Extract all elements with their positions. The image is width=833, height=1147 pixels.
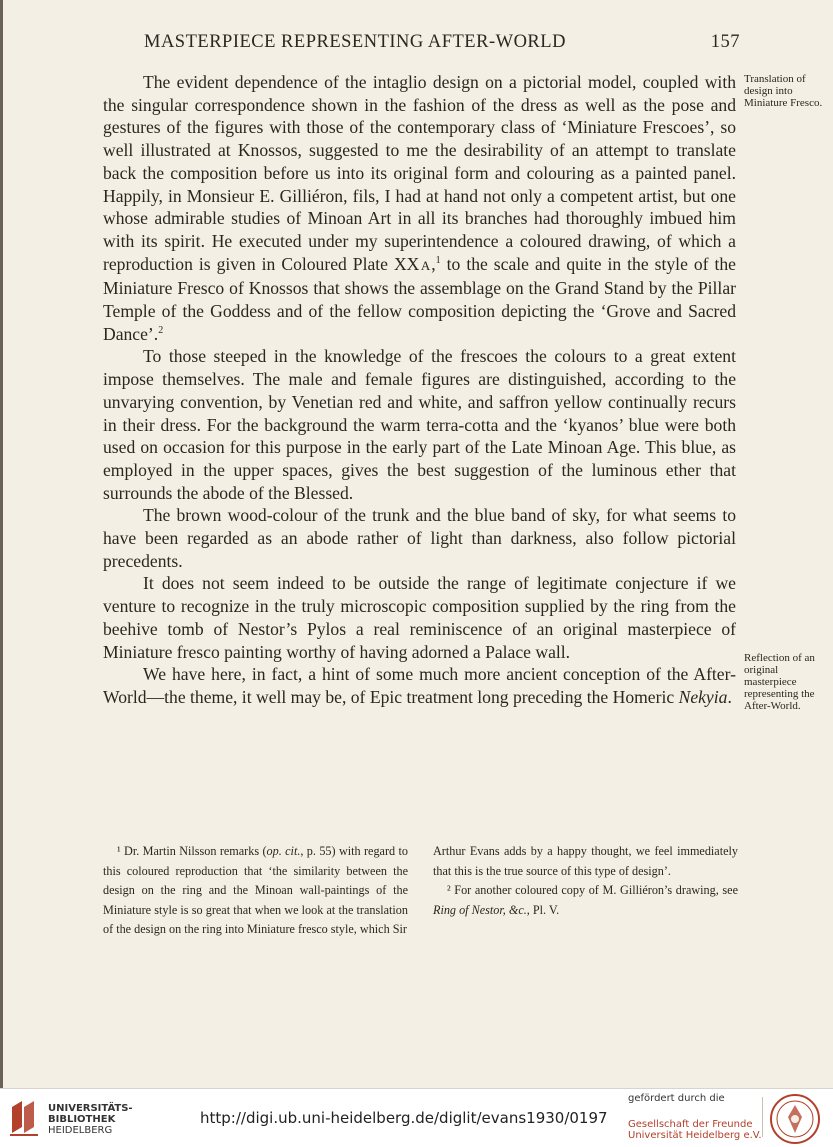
page-number: 157 (710, 32, 740, 52)
sponsor-label: gefördert durch die (628, 1093, 725, 1104)
paragraph-1: The evident dependence of the intaglio design on a pictorial model, coupled with the singular correspondence shown in the fashion of the dress as well as the pose and gestures of the figures with those of the contemporary class of ‘Miniature Frescoes’, so well illustrated at Knossos, suggested to me the desirability of an attempt to translate back the composition before us into its original form and colouring as a painted panel. Happily, in Monsieur E. Gilliéron, fils, I had at hand not only a competent artist, but one whose admirable studies of Minoan Art in all its branches had thoroughly imbued him with its spirit. He executed under my superintendence a coloured drawing, of which a reproduction is given in Coloured Plate XX A,$^1$ to the scale and quite in the style of the Miniature Fresco of Knossos that shows the assemblage on the Grand Stand by the Pillar Temple of the Goddess and of the fellow composition depicting the ‘Grove and Sacred Dance’.$^2$ (103, 72, 736, 344)
running-head-title: MASTERPIECE REPRESENTING AFTER-WORLD (144, 32, 566, 52)
paragraph-2: To those steeped in the knowledge of the frescoes the colours to a great extent impose themselves. The male and female figures are distinguished, according to the unvarying convention, by Venetian red and white, and saffron yellow continually recurs in their dress. For the background the warm terra-cotta and the ‘kyanos’ blue were both used on occasion for this purpose in the early part of the Late Minoan Age. This blue, as employed in the upper spaces, gives the best suggestion of the luminous ether that surrounds the abode of the Blessed. (103, 346, 736, 503)
paragraph-5: We have here, in fact, a hint of some much more ancient conception of the After-World—the theme, it well may be, of Epic treatment long preceding the Homeric Nekyia. (103, 664, 736, 707)
footnotes (103, 842, 738, 940)
footnote-ref-1[interactable]: 1 (435, 254, 441, 266)
margin-note-translation: Translation of design into Miniature Fresco. (744, 73, 823, 109)
university-library-name: UNIVERSITÄTS- BIBLIOTHEK HEIDELBERG (48, 1103, 133, 1136)
footer-bar (0, 1088, 833, 1147)
running-head (100, 32, 740, 54)
footnote-2: ² For another coloured copy of M. Gilliéron’s drawing, see Ring of Nestor, &c., Pl. V. (433, 883, 738, 917)
footnote-column-left (103, 842, 408, 940)
page-edge (0, 0, 3, 1088)
university-library-logo-icon (8, 1097, 44, 1137)
paragraph-4: It does not seem indeed to be outside the range of legitimate conjecture if we venture to recognize in the truly microscopic composition supplied by the ring from the beehive tomb of Nestor’s Pylos a real reminiscence of an original masterpiece of Miniature fresco painting worthy of having adorned a Palace wall. (103, 573, 736, 662)
footer-divider (762, 1097, 763, 1137)
footnote-column-right (433, 842, 738, 940)
footnote-1-continued: Arthur Evans adds by a happy thought, we feel immediately that this is the true source of this type of design’. (433, 844, 738, 878)
university-seal-icon (769, 1093, 821, 1145)
sponsor-block (628, 1093, 764, 1141)
margin-note-reflection: Reflection of an original masterpiece representing the After-World. (744, 652, 815, 712)
source-url-link[interactable]: http://digi.ub.uni-heidelberg.de/diglit/evans1930/0197 (200, 1109, 608, 1127)
footnote-1: ¹ Dr. Martin Nilsson remarks (op. cit., p. 55) with regard to this coloured reproduction that ‘the similarity between the design on the ring and the Minoan wall-paintings of the Miniature style is so great that when we look at the translation of the design on the ring into Miniature fresco style, which Sir (103, 844, 408, 937)
footnote-ref-2[interactable]: 2 (158, 324, 164, 336)
nekyia-italic: Nekyia (678, 686, 728, 707)
sponsor-org: Gesellschaft der Freunde Universität Heidelberg e.V. (628, 1119, 762, 1141)
main-text (103, 71, 736, 709)
paragraph-3: The brown wood-colour of the trunk and the blue band of sky, for what seems to have been regarded as an abode rather of light than darkness, also follow pictorial precedents. (103, 505, 736, 571)
plate-suffix: A (420, 257, 432, 273)
